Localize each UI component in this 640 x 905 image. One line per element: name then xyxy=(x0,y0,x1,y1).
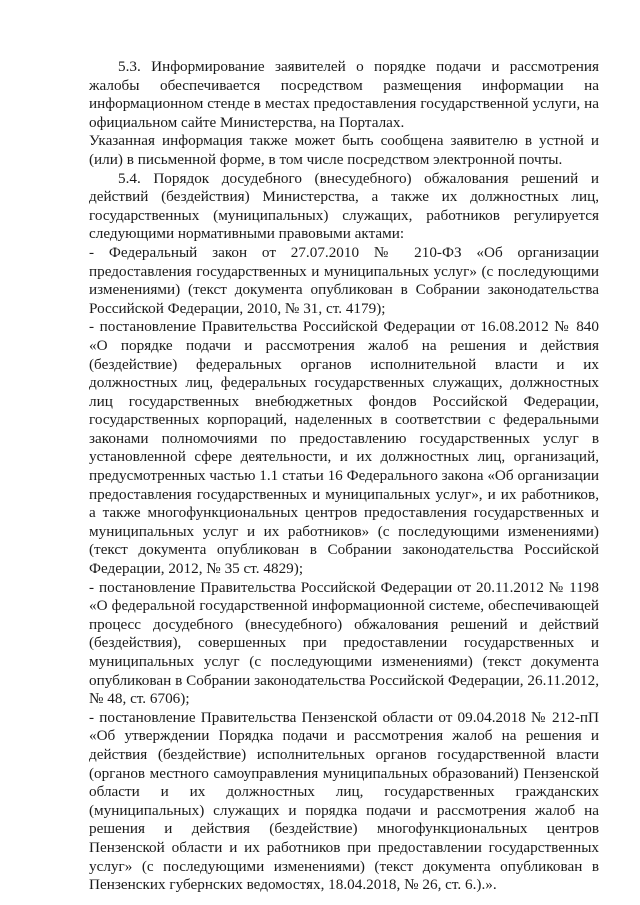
paragraph-5-3: 5.3. Информирование заявителей о порядке подачи и рассмотрения жалобы обеспечивается посредством размещения информации на информационном стенде в местах предоставления государственной услуги, на официальном сайте Министерства, на Порталах. xyxy=(89,58,599,131)
list-item-decree-1198: - постановление Правительства Российской Федерации от 20.11.2012 № 1198 «О федеральной государственной информационной системе, обеспечивающей процесс досудебного (внесудебного) обжалования решений и действий (бездействия), совершенных при предоставлении государственных и муниципальных услуг (с последующими изменениями) (текст документа опубликован в Собрании законодательства Российской Федерации, 26.11.2012, № 48, ст. 6706); xyxy=(89,578,599,708)
paragraph-info-oral-written: Указанная информация также может быть сообщена заявителю в устной и (или) в письменной форме, в том числе посредством электронной почты. xyxy=(89,132,599,168)
paragraph-5-4: 5.4. Порядок досудебного (внесудебного) обжалования решений и действий (бездействия) Министерства, а также их должностных лиц, государственных (муниципальных) служащих, работников регулируется следующими нормативными правовыми актами: xyxy=(89,169,599,243)
list-item-decree-212: - постановление Правительства Пензенской области от 09.04.2018 № 212-пП «Об утверждении Порядка подачи и рассмотрения жалоб на решения и действия (бездействие) исполнительных органов государственной власти (органов местного самоуправления муниципальных образований) Пензенской области и их должностных лиц, государственных гражданских (муниципальных) служащих и порядка подачи и рассмотрения жалоб на решения и действия (бездействие) многофункциональных центров Пензенской области и их работников при предоставлении государственных услуг» (с последующими изменениями) (текст документа опубликован в Пензенских губернских ведомостях, 18.04.2018, № 26, ст. 6.).». xyxy=(89,708,599,894)
list-item-decree-840: - постановление Правительства Российской Федерации от 16.08.2012 № 840 «О порядке подачи и рассмотрения жалоб на решения и действия (бездействие) федеральных органов исполнительной власти и их должностных лиц, федеральных государственных служащих, должностных лиц государственных внебюджетных фондов Российской Федерации, государственных корпораций, наделенных в соответствии с федеральными законами полномочиями по предоставлению государственных услуг в установленной сфере деятельности, и их должностных лиц, организаций, предусмотренных частью 1.1 статьи 16 Федерального закона «Об организации предоставления государственных и муниципальных услуг», и их работников, а также многофункциональных центров предоставления государственных и муниципальных услуг и их работников» (с последующими изменениями) (текст документа опубликован в Собрании законодательства Российской Федерации, 2012, № 35 ст. 4829); xyxy=(89,318,599,578)
list-item-federal-law-210: - Федеральный закон от 27.07.2010 № 210-ФЗ «Об организации предоставления государственных и муниципальных услуг» (с последующими изменениями) (текст документа опубликован в Собрании законодательства Российской Федерации, 2010, № 31, ст. 4179); xyxy=(89,243,599,317)
document-page xyxy=(89,58,599,895)
